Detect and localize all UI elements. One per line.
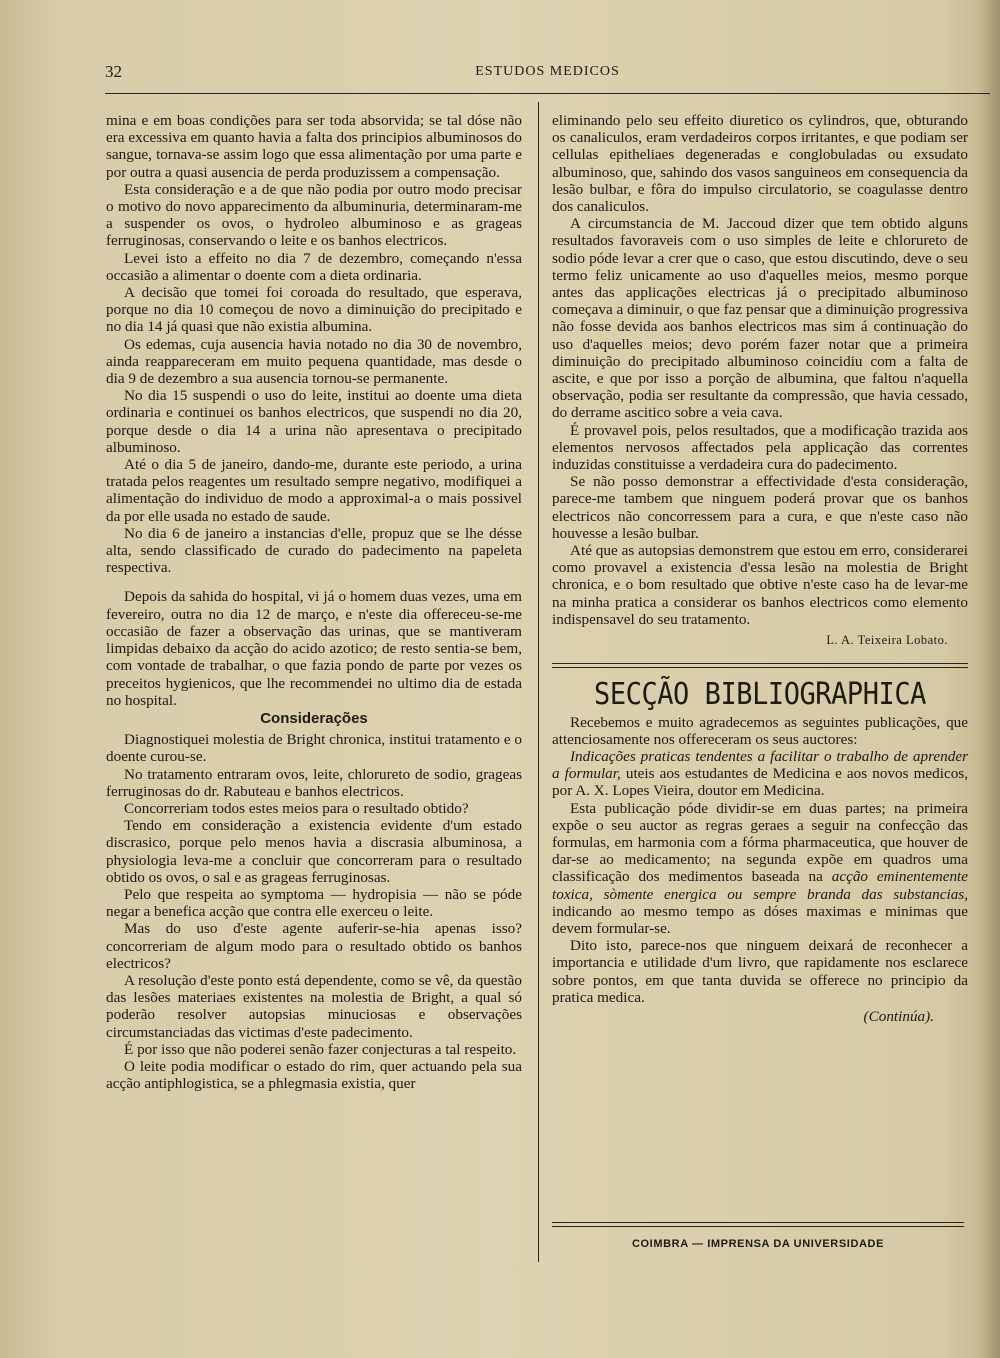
paragraph: Mas do uso d'este agente auferir-se-hia apenas isso? concorreriam de algum modo para o resultado obtido os banhos electricos?: [106, 920, 522, 972]
imprint-line: COIMBRA — IMPRENSA DA UNIVERSIDADE: [631, 1238, 885, 1250]
book-details: uteis aos estudantes de Medicina e aos novos medicos, por A. X. Lopes Vieira, doutor em Medicina.: [552, 765, 969, 800]
paragraph: Recebemos e muito agradecemos as seguintes publicações, que attenciosamente nos offereceram os seus auctores:: [552, 713, 968, 748]
paragraph: A decisão que tomei foi coroada do resultado, que esperava, porque no dia 10 começou de novo a diminuição do precipitado e no dia 14 já quasi que não existia albumina.: [106, 284, 522, 336]
paragraph: Os edemas, cuja ausencia havia notado no dia 30 de novembro, ainda reappareceram em muito pequena quantidade, mas desde o dia 9 de dezembro a sua ausencia tornou-se permanente.: [106, 335, 522, 388]
left-column: [106, 112, 522, 1092]
paragraph: Até que as autopsias demonstrem que estou em erro, considerarei como provavel a existencia d'essa lesão na molestia de Bright chronica, e o bom resultado que obtive n'este caso ha de levar-me na minha pratica a considerar os banhos electricos como elemento indispensavel do seu tratamento.: [552, 542, 968, 628]
paragraph: [552, 800, 968, 938]
paragraph: mina e em boas condições para ser toda absorvida; se tal dóse não era excessiva em quanto havia a falta dos principios albuminosos do sangue, tornava-se assim logo que essa alimentação por uma parte e por outra a quasi ausencia de perda produzissem a compensação.: [106, 112, 522, 181]
paragraph: Depois da sahida do hospital, vi já o homem duas vezes, uma em fevereiro, outra no dia 12 de março, e n'este dia offereceu-se-me occasião de fazer a observação das urinas, que se mantiveram limpidas debaixo da acção do acido azotico; de resto sentia-se bem, com vontade de trabalhar, o que fazia pondo de parte por vezes os preceitos hygienicos, que lhe recommendei no ultimo dia de estada no hospital.: [106, 588, 522, 709]
paragraph: Dito isto, parece-nos que ninguem deixará de reconhecer a importancia e utilidade d'um livro, que rapidamente nos esclarece sobre pontos, em que tanta duvida se offerece no principio da pratica medica.: [552, 937, 968, 1006]
paragraph: No dia 15 suspendi o uso do leite, institui ao doente uma dieta ordinaria e continuei os banhos electricos, que suspendi no dia 20, porque desde o dia 14 a urina não apresentava o precipitado albuminoso.: [106, 387, 522, 456]
page-edge-shadow: [978, 0, 1000, 1358]
page-header: [105, 60, 990, 90]
paragraph: É por isso que não poderei senão fazer conjecturas a tal respeito.: [124, 1040, 517, 1058]
page-number: 32: [105, 62, 122, 81]
paragraph: A resolução d'este ponto está dependente, como se vê, da questão das lesões materiaes existentes na molestia de Bright, a qual só poderão resolver autopsias minuciosas e observações circumstanciadas das victimas d'este padecimento.: [106, 971, 522, 1041]
paragraph: Até o dia 5 de janeiro, dando-me, durante este periodo, a urina tratada pelos reagentes um resultado sempre negativo, modifiquei a alimentação do individuo de modo a approximal-a o mais possivel da por elle usada no estado de saude.: [106, 456, 522, 525]
author-signature: L. A. Teixeira Lobato.: [826, 633, 948, 648]
footer-rule: [552, 1222, 964, 1227]
paragraph: No tratamento entraram ovos, leite, chlorureto de sodio, grageas ferruginosas do dr. Rabuteau e banhos electricos.: [106, 765, 522, 800]
book-entry: [552, 748, 968, 800]
paragraph-gap: [106, 576, 522, 588]
paragraph: A circumstancia de M. Jaccoud dizer que tem obtido alguns resultados favoraveis com o uso simples de leite e chlorureto de sodio póde levar a crer que o caso, que estou discutindo, deve o seu termo feliz unicamente ao uso d'aquelles meios, mesmo porque antes das applicações electricas já o precipitado albuminoso começava a diminuir, o que faz pensar que a diminuição progressiva não fosse devida aos banhos electricos mas sim á continuação do uso d'aquelles meios; devo porém fazer notar que a primeira diminuição do precipitado albuminoso coincidiu com a falta de ascite, e que por isso a porção de albumina, que faltou n'aquella observação, podia ser resultante da compressão, que havia cessado, do derrame ascitico sobre a veia cava.: [552, 215, 968, 422]
bibliography-section-title: SECÇÃO BIBLIOGRAPHICA: [594, 677, 926, 713]
paragraph: Pelo que respeita ao symptoma — hydropisia — não se póde negar a benefica acção que contra elle exerceu o leite.: [106, 885, 522, 921]
paragraph: É provavel pois, pelos resultados, que a modificação trazida aos elementos nervosos affectados pela applicação das correntes induzidas constituisse a verdadeira cura do padecimento.: [552, 421, 968, 474]
paragraph: No dia 6 de janeiro a instancias d'elle, propuz que se lhe désse alta, sendo classificado de curado do padecimento na papeleta respectiva.: [106, 524, 522, 577]
book-title: Indicações praticas tendentes a facilitar o trabalho de aprender a formular,: [552, 747, 968, 783]
paragraph: O leite podia modificar o estado do rim, quer actuando pela sua acção antiphlogistica, se a phlegmasia existia, quer: [106, 1057, 522, 1093]
text-run: Esta publicação póde dividir-se em duas partes; na primeira expõe o seu auctor as regras geraes a seguir na confecção das formulas, em harmonia com a fórma pharmaceutica, que houver de dar-se ao medicamento; na segunda expõe em quadros uma classificação dos medimentos baseada na: [552, 799, 968, 886]
paragraph: eliminando pelo seu effeito diuretico os cylindros, que, obturando os canaliculos, eram verdadeiros corpos irritantes, e que podiam ser cellulas epitheliaes degeneradas e conglobuladas ou exsudato albuminoso, que, sahindo dos vasos sanguineos em consequencia da lesão bulbar, e fôra do impulso circulatorio, se coagulasse dentro dos canaliculos.: [552, 112, 968, 216]
continued-note: (Continúa).: [863, 1007, 934, 1025]
paragraph: Concorreriam todos estes meios para o resultado obtido?: [124, 799, 469, 817]
paragraph: Se não posso demonstrar a effectividade d'esta consideração, parece-me tambem que ninguem poderá provar que os banhos electricos não concorressem para a cura, e que n'este caso não houvesse a lesão bulbar.: [552, 473, 968, 542]
running-head: ESTUDOS MEDICOS: [475, 64, 620, 79]
paragraph: Tendo em consideração a existencia evidente d'um estado discrasico, porque pelo menos havia a discrasia albuminosa, a physiologia leva-me a concluir que concorreram para o resultado obtido os ovos, o sal e as grageas ferruginosas.: [106, 817, 522, 886]
paragraph: Diagnostiquei molestia de Bright chronica, institui tratamento e o doente curou-se.: [106, 731, 522, 766]
paragraph: Esta consideração e a de que não podia por outro modo precisar o motivo do novo apparecimento da albuminuria, determinaram-me a suspender os ovos, o hydroleo albuminoso e as grageas ferruginosas, conservando o leite e os banhos electricos.: [106, 180, 522, 250]
section-title: Considerações: [260, 709, 368, 727]
text-run: indicando ao mesmo tempo as dóses maximas e minimas que devem formular-se.: [552, 902, 968, 937]
section-rule: [552, 663, 968, 668]
right-column: [552, 112, 968, 1025]
column-rule: [538, 102, 539, 1262]
emphasis-run: acção eminentemente toxica, sòmente energica ou sempre branda das substancias,: [552, 868, 968, 903]
paragraph: Levei isto a effeito no dia 7 de dezembro, começando n'essa occasião a alimentar o doente com a dieta ordinaria.: [106, 249, 522, 284]
header-rule: [105, 93, 990, 94]
